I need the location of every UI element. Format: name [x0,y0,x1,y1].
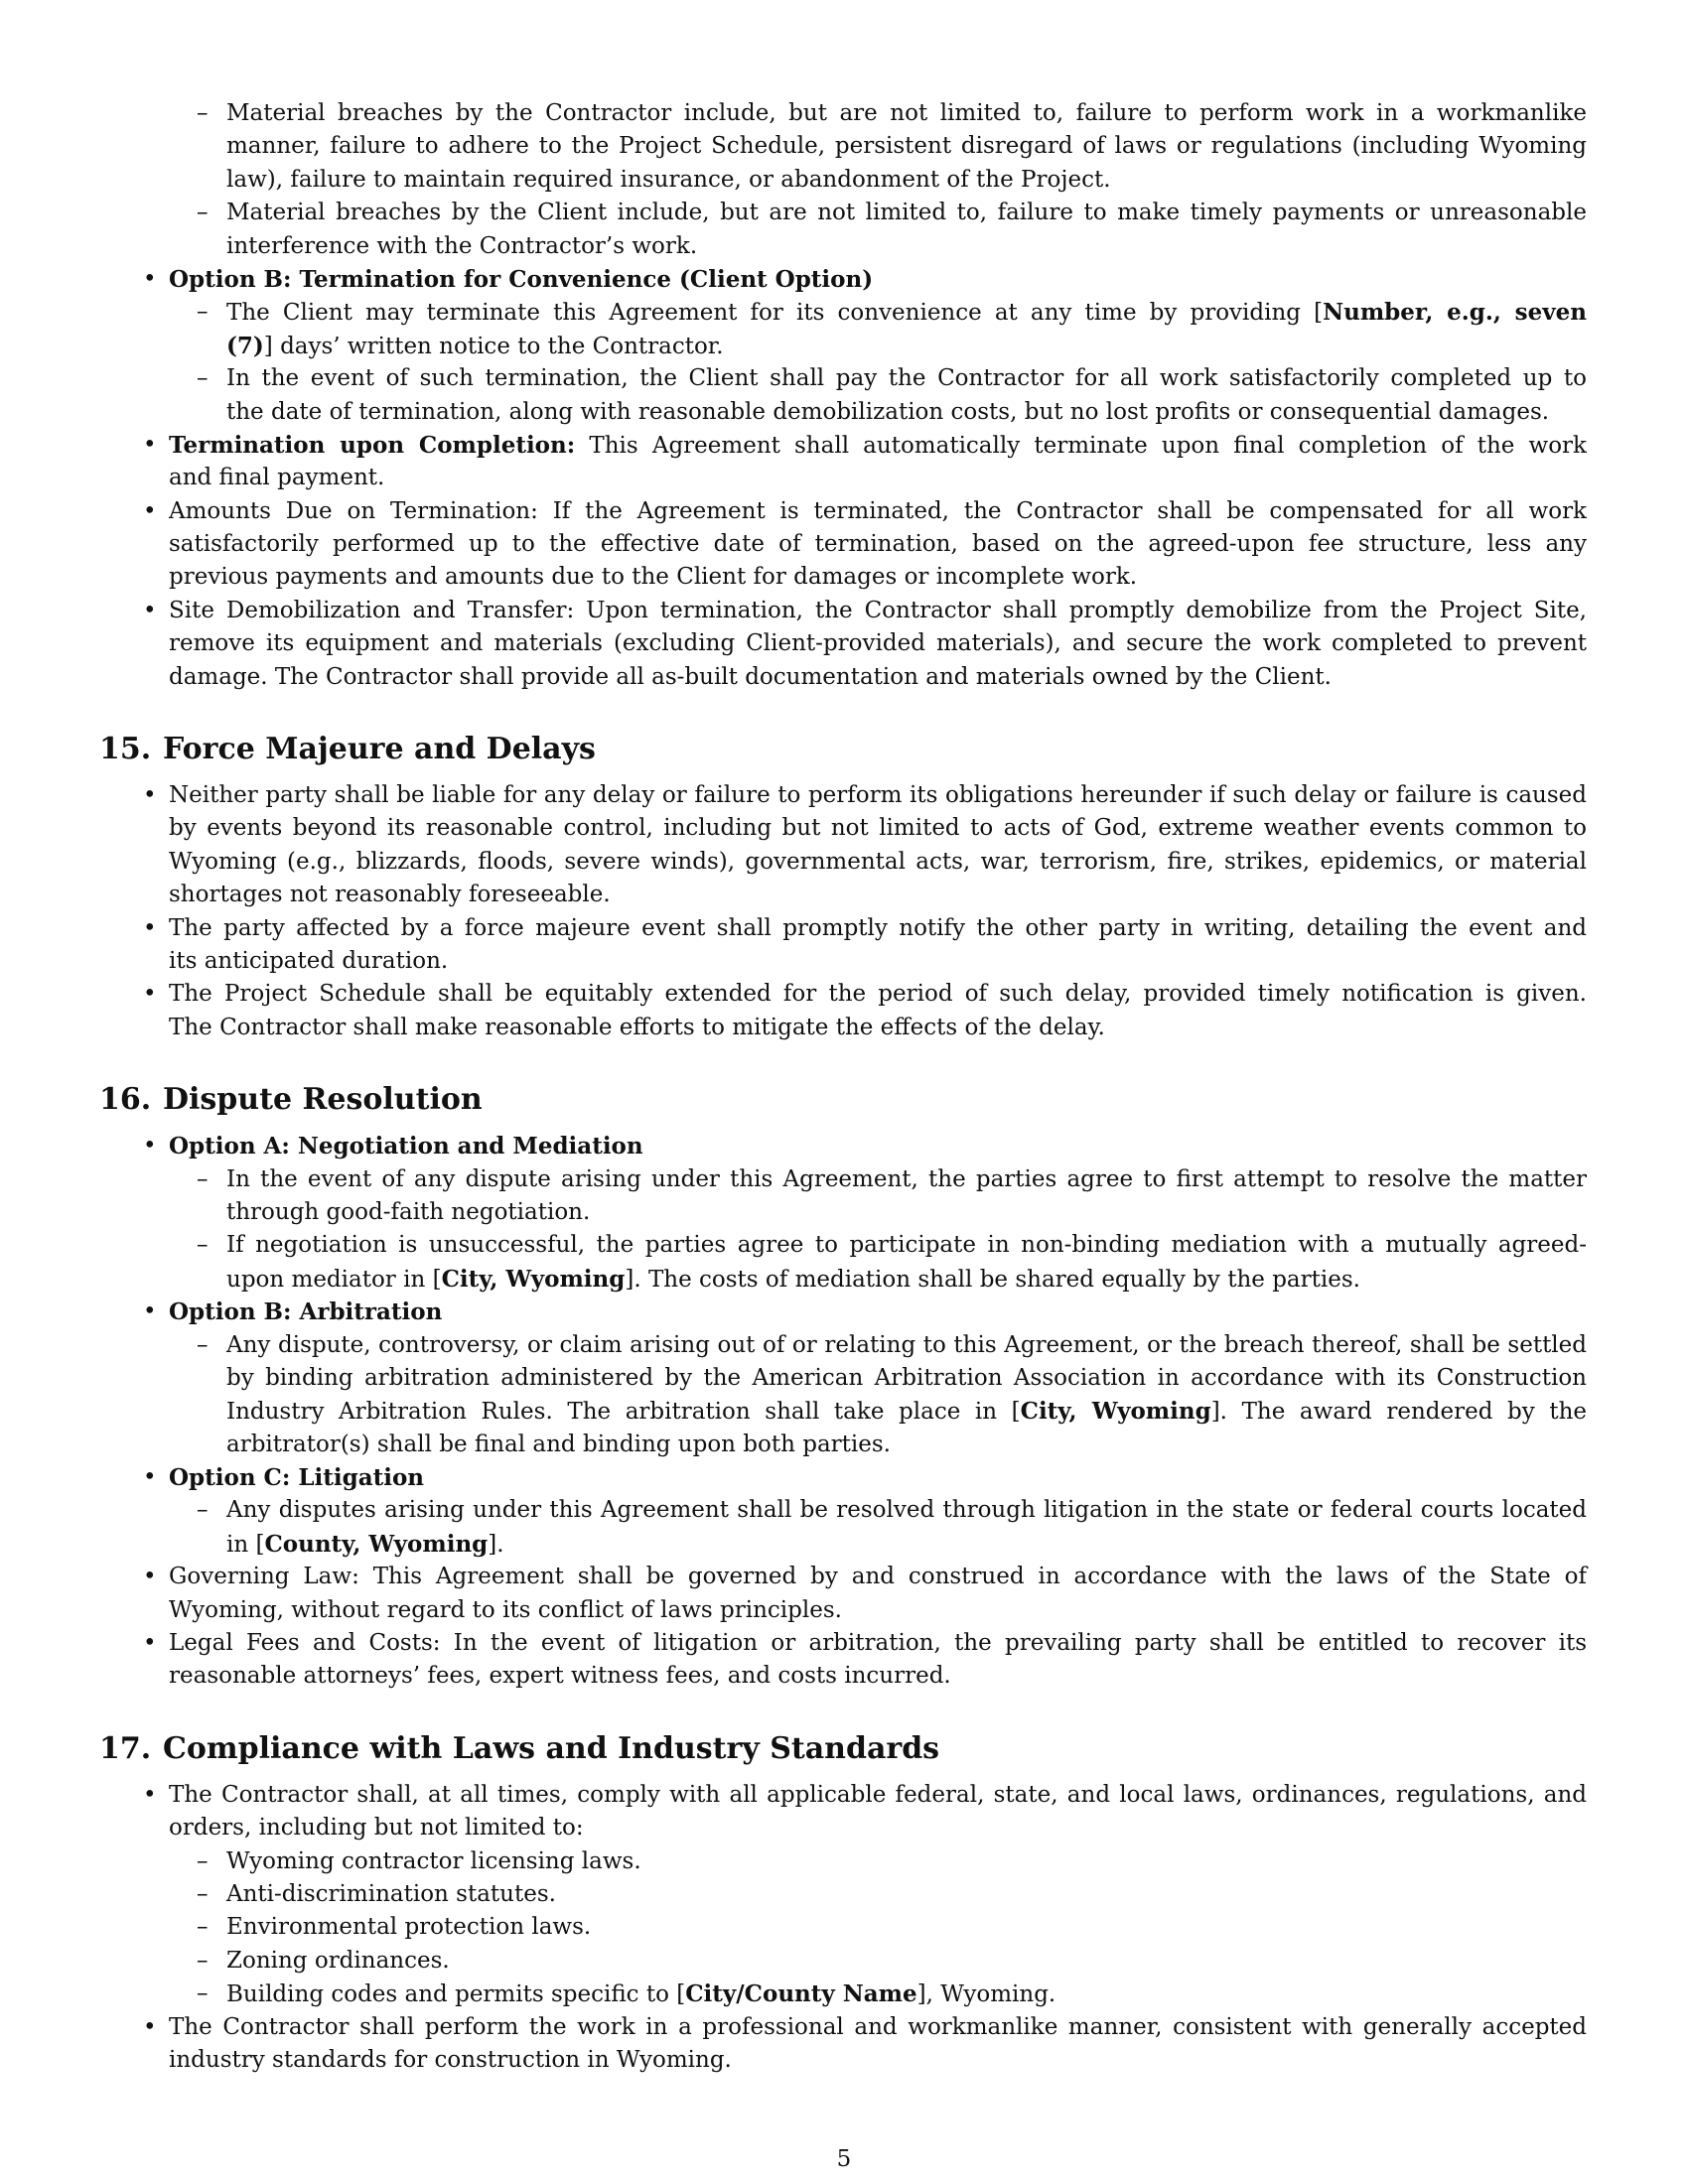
list-item [99,1461,1589,1494]
text-run: ] days’ written notice to the Contractor. [263,333,724,359]
placeholder-text: (7) [226,332,264,359]
list-item-continuation: through good-faith negotiation. [226,1198,591,1225]
list-item: – Any disputes arising under this Agreement shall be resolved through litigation in the state or federal courts located [99,1494,1589,1527]
text-run: in [ [226,1531,265,1558]
section-17-body [99,1779,1589,2078]
list-item-continuation: remove its equipment and materials (excluding Client-provided materials), and secure the work completed to prevent [169,630,1587,657]
list-item [99,1978,1589,2010]
text-run: ]. The award rendered by the [1210,1399,1587,1426]
list-item-continuation: The Contractor shall make reasonable efforts to mitigate the effects of the delay. [169,1014,1105,1040]
list-item-continuation: orders, including but not limited to: [169,1815,584,1842]
termination-continued [99,97,1589,694]
list-item: • The Contractor shall perform the work in a professional and workmanlike manner, consistent with generally accepted [99,2011,1589,2044]
placeholder-text: County, Wyoming [264,1530,489,1558]
placeholder-text: City, Wyoming [441,1265,626,1293]
list-item-continuation: by events beyond its reasonable control, including but not limited to acts of God, extreme weather events common to [169,815,1587,842]
list-item: • The Project Schedule shall be equitably extended for the period of such delay, provided timely notification is given. [99,978,1589,1011]
list-item [99,263,1589,296]
list-item-continuation: by binding arbitration administered by the American Arbitration Association in accordance with its Construction [226,1364,1587,1391]
text-run: Industry Arbitration Rules. The arbitration shall take place in [ [226,1399,1021,1426]
list-item: – If negotiation is unsuccessful, the parties agree to participate in non-binding mediation with a mutually agreed- [99,1229,1589,1262]
placeholder-text: Number, e.g., seven [1323,299,1587,327]
item-label: Termination upon Completion: [169,431,576,459]
section-number: 15. [99,732,152,767]
list-item: – Anti-discrimination statutes. [99,1878,1589,1911]
section-heading-15 [99,730,1589,769]
list-item-continuation: reasonable attorneys’ fees, expert witness fees, and costs incurred. [169,1663,951,1690]
section-heading-16 [99,1080,1589,1120]
list-item-continuation: damage. The Contractor shall provide all as-built documentation and materials owned by the Client. [169,663,1332,690]
list-item: – In the event of any dispute arising under this Agreement, the parties agree to first attempt to resolve the matter [99,1163,1589,1196]
option-title: Option A: Negotiation and Mediation [169,1133,643,1160]
list-item: • Site Demobilization and Transfer: Upon termination, the Contractor shall promptly demobilize from the Project Site, [99,595,1589,627]
list-item-continuation: its anticipated duration. [169,947,449,974]
section-title: Dispute Resolution [163,1082,483,1118]
section-16-body [99,1130,1589,1694]
text-run: Building codes and permits specific to [ [226,1981,686,2008]
text-run: ], Wyoming. [916,1981,1056,2008]
list-item-continuation: and final payment. [169,465,385,491]
text-run: This Agreement shall automatically terminate upon final completion of the work [575,432,1587,459]
list-item: – In the event of such termination, the Client shall pay the Contractor for all work satisfactorily completed up to [99,362,1589,395]
list-item-continuation: industry standards for construction in Wyoming. [169,2046,732,2073]
list-item-continuation: shortages not reasonably foreseeable. [169,882,611,908]
text-run: ]. [488,1531,504,1558]
list-item-continuation [99,1528,1589,1561]
list-item: – Environmental protection laws. [99,1911,1589,1944]
section-number: 17. [99,1730,152,1766]
text-run: The Client may terminate this Agreement for its convenience at any time by providing [ [226,300,1324,327]
list-item: • Neither party shall be liable for any delay or failure to perform its obligations hereunder if such delay or failure is caused [99,779,1589,812]
option-title: Option B: Arbitration [169,1298,443,1326]
section-title: Compliance with Laws and Industry Standards [163,1730,940,1766]
page-number: 5 [836,2146,852,2172]
text-run: upon mediator in [ [226,1266,442,1293]
list-item-continuation: Wyoming, without regard to its conflict of laws principles. [169,1596,842,1623]
list-item: – Material breaches by the Contractor include, but are not limited to, failure to perform work in a workmanlike [99,97,1589,130]
list-item-continuation [99,1263,1589,1296]
list-item: • Amounts Due on Termination: If the Agreement is terminated, the Contractor shall be compensated for all work [99,495,1589,528]
list-item-continuation: satisfactorily performed up to the effective date of termination, based on the agreed-upon fee structure, less any [169,531,1587,558]
section-heading-17 [99,1729,1589,1769]
list-item-continuation [99,1395,1589,1428]
list-item [99,296,1589,329]
list-item: – Zoning ordinances. [99,1945,1589,1978]
list-item-continuation: interference with the Contractor’s work. [226,232,698,259]
list-item: • The party affected by a force majeure event shall promptly notify the other party in writing, detailing the event and [99,912,1589,945]
list-item-continuation: the date of termination, along with reasonable demobilization costs, but no lost profits or consequential damages. [226,398,1550,425]
list-item-continuation: Wyoming (e.g., blizzards, floods, severe winds), governmental acts, war, terrorism, fire, strikes, epidemics, or material [169,848,1587,875]
text-run: ]. The costs of mediation shall be shared equally by the parties. [625,1266,1360,1293]
section-title: Force Majeure and Delays [163,732,596,767]
list-item [99,1296,1589,1328]
list-item: – Material breaches by the Client include, but are not limited to, failure to make timely payments or unreasonable [99,197,1589,229]
list-item: – Wyoming contractor licensing laws. [99,1845,1589,1878]
list-item [99,429,1589,462]
option-title: Option C: Litigation [169,1464,425,1492]
list-item: • Legal Fees and Costs: In the event of litigation or arbitration, the prevailing party shall be entitled to recover its [99,1627,1589,1660]
placeholder-text: City/County Name [685,1980,917,2008]
placeholder-text: City, Wyoming [1020,1398,1211,1426]
list-item: • Governing Law: This Agreement shall be governed by and construed in accordance with the laws of the State of [99,1561,1589,1593]
list-item [99,1130,1589,1162]
list-item-continuation: arbitrator(s) shall be final and binding upon both parties. [226,1431,891,1457]
list-item-continuation [99,330,1589,362]
list-item: • The Contractor shall, at all times, comply with all applicable federal, state, and local laws, ordinances, regulations, and [99,1779,1589,1812]
list-item-continuation: manner, failure to adhere to the Project Schedule, persistent disregard of laws or regulations (including Wyoming [226,133,1587,160]
page-content [99,97,1589,2077]
list-item-continuation: previous payments and amounts due to the Client for damages or incomplete work. [169,564,1138,591]
section-number: 16. [99,1082,152,1118]
list-item-continuation: law), failure to maintain required insurance, or abandonment of the Project. [226,166,1111,193]
section-15-body [99,779,1589,1044]
option-title: Option B: Termination for Convenience (Client Option) [169,265,874,293]
list-item: – Any dispute, controversy, or claim arising out of or relating to this Agreement, or the breach thereof, shall be settled [99,1329,1589,1362]
